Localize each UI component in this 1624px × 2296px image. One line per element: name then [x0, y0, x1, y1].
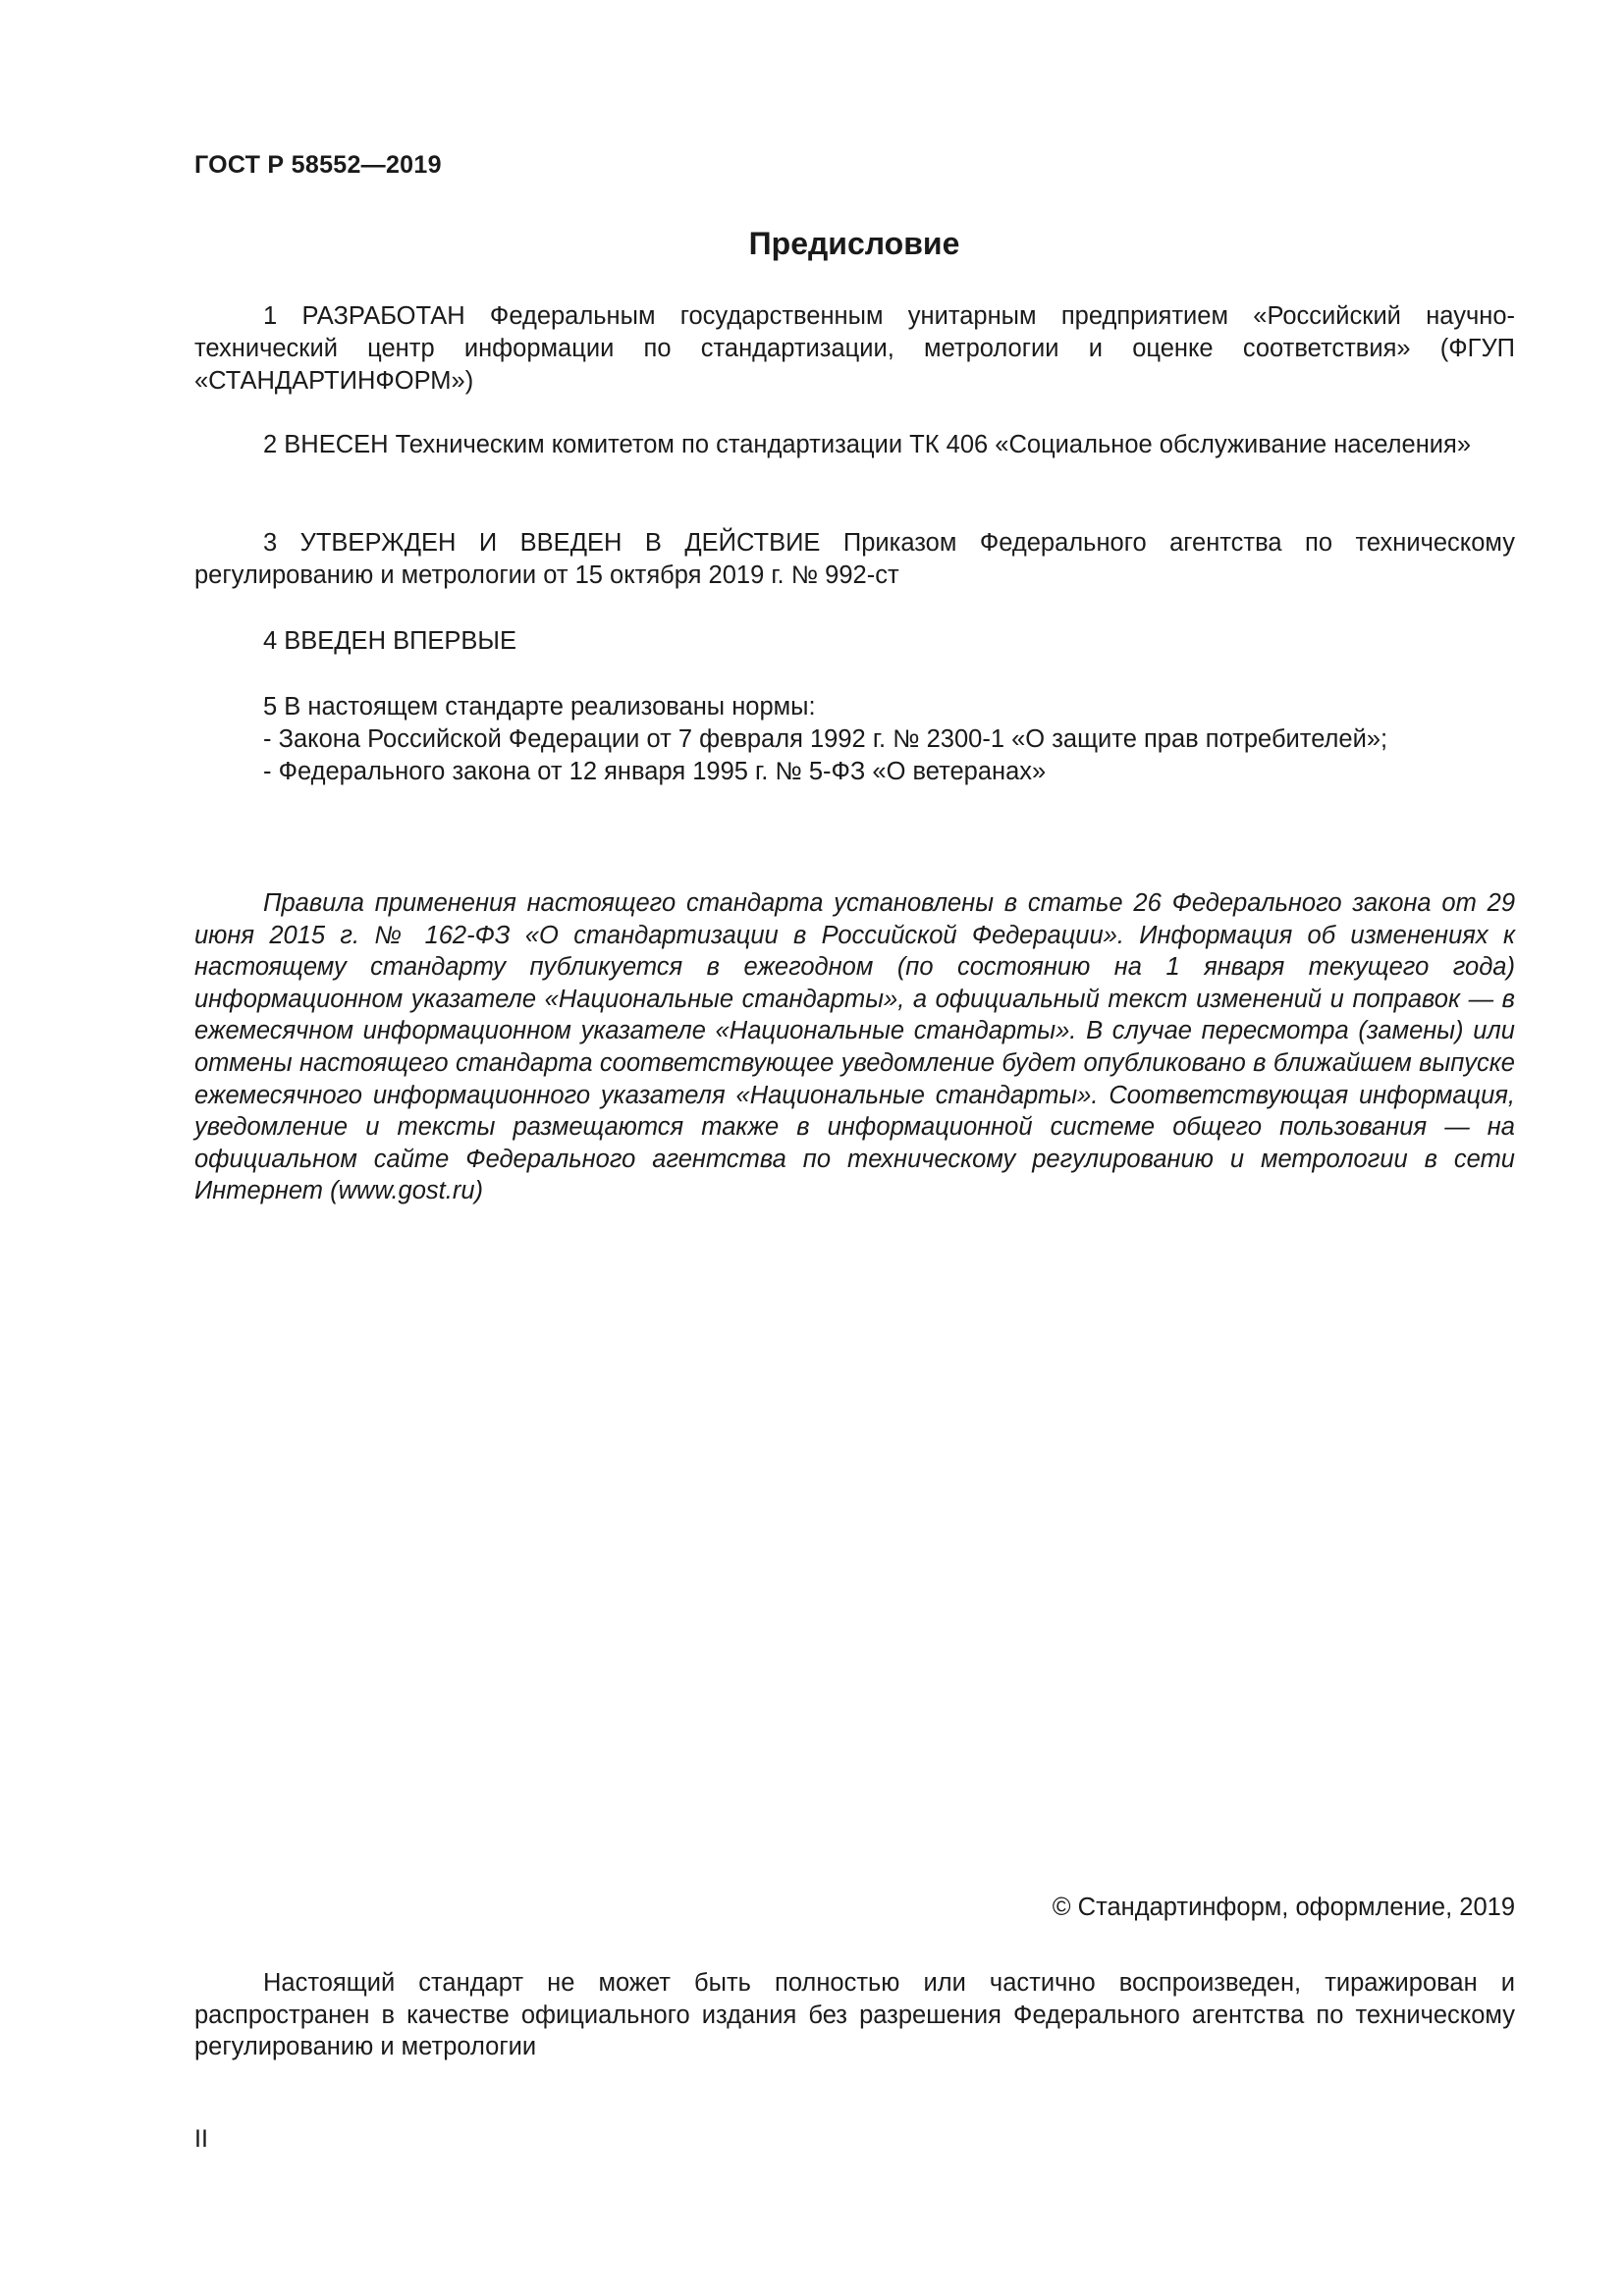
- page-title: Предисловие: [748, 226, 960, 261]
- norm-list-item: - Федерального закона от 12 января 1995 г. № 5-ФЗ «О ветеранах»: [263, 758, 1047, 785]
- reproduction-note: Настоящий стандарт не может быть полностью или частично воспроизведен, тиражирован и распространен в качестве официального издания без разрешения Федерального агентства по техническому регулированию и метрологии: [194, 1969, 1515, 2060]
- item-5-text: 5 В настоящем стандарте реализованы нормы:: [263, 693, 816, 721]
- norm-list-item: - Закона Российской Федерации от 7 февраля 1992 г. № 2300-1 «О защите прав потребителей»;: [263, 725, 1388, 753]
- item-3-text: 3 УТВЕРЖДЕН И ВВЕДЕН В ДЕЙСТВИЕ Приказом Федерального агентства по техническому регулированию и метрологии от 15 октября 2019 г. № 992-ст: [194, 529, 1515, 589]
- foreword-item-1: [194, 300, 1515, 398]
- foreword-item-4: [194, 625, 1515, 658]
- rules-note: Правила применения настоящего стандарта установлены в статье 26 Федерального закона от 29 июня 2015 г. № 162-ФЗ «О стандартизации в Российской Федерации». Информация об изменениях к настоящему стандарту публикуется в ежегодном (по состоянию на 1 января текущего года) информационном указателе «Национальные стандарты», а официальный текст изменений и поправок — в ежемесячном информационном указателе «Национальные стандарты». В случае пересмотра (замены) или отмены настоящего стандарта соответствующее уведомление будет опубликовано в ближайшем выпуске ежемесячного информационного указателя «Национальные стандарты». Соответствующая информация, уведомление и тексты размещаются также в информационной системе общего пользования — на официальном сайте Федерального агентства по техническому регулированию и метрологии в сети Интернет (www.gost.ru): [194, 889, 1515, 1205]
- item-1-text: 1 РАЗРАБОТАН Федеральным государственным унитарным предприятием «Российский научно-технический центр информации по стандартизации, метрологии и оценке соответствия» (ФГУП «СТАНДАРТИНФОРМ»): [194, 302, 1515, 395]
- page-number: II: [194, 2125, 208, 2153]
- standard-code: ГОСТ Р 58552—2019: [194, 151, 442, 179]
- foreword-item-5: [194, 691, 1515, 788]
- foreword-item-3: [194, 527, 1515, 592]
- copyright-line: © Стандартинформ, оформление, 2019: [1052, 1894, 1515, 1921]
- foreword-item-2: [194, 429, 1515, 461]
- item-2-text: 2 ВНЕСЕН Техническим комитетом по стандартизации ТК 406 «Социальное обслуживание населения»: [263, 431, 1472, 458]
- item-4-text: 4 ВВЕДЕН ВПЕРВЫЕ: [263, 627, 517, 655]
